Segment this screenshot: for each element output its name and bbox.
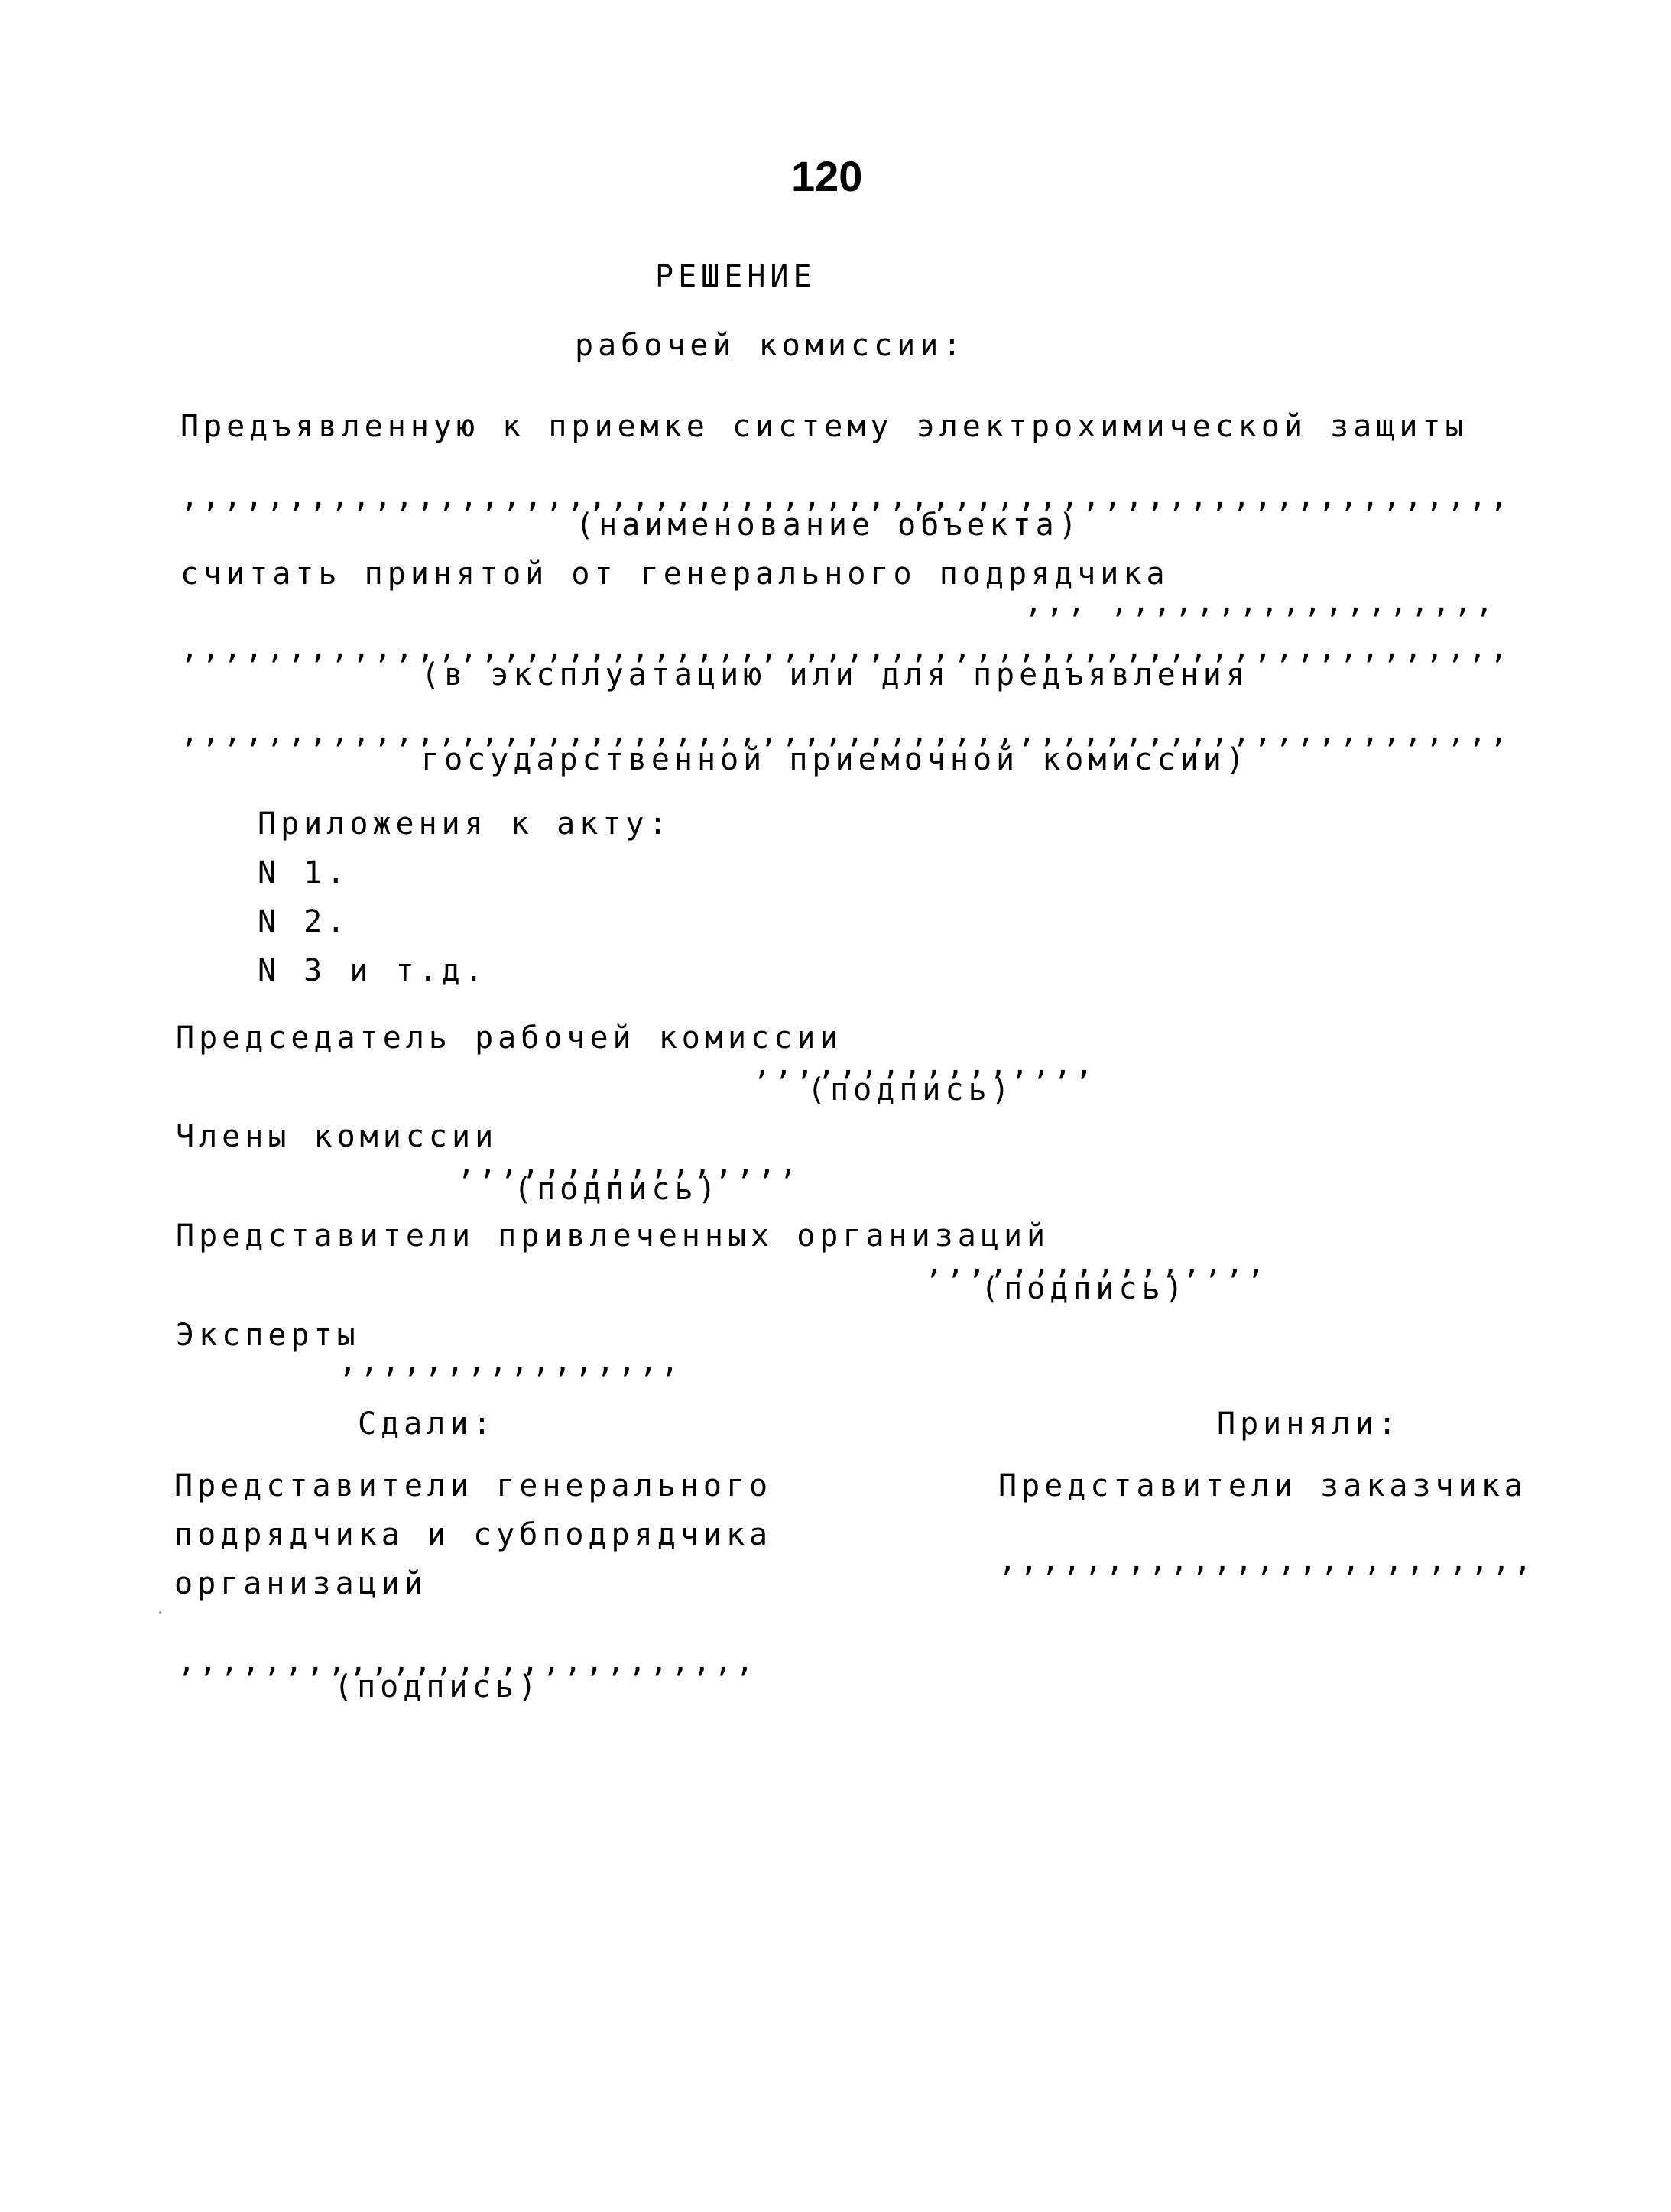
contractor-signature-caption: (подпись) <box>334 1669 541 1704</box>
object-name-fill-line: ,,,,,,,,,,,,,,,,,,,,,,,,,,,,,,,,,,,,,,,,,,,,,,,,,,,,,,,,,,,,,, <box>180 479 1512 514</box>
accept-line: считать принятой от генерального подрядчика <box>180 556 1170 592</box>
object-name-caption: (наименование объекта) <box>576 508 1082 543</box>
orgs-signature-line: ,,,,,,,,,,,,,,,, <box>925 1246 1269 1281</box>
orgs-label: Представители привлеченных организаций <box>176 1218 1050 1254</box>
page-number: 120 <box>791 152 863 200</box>
state-commission-fill-line: ,,,,,,,,,,,,,,,,,,,,,,,,,,,,,,,,,,,,,,,,,,,,,,,,,,,,,,,,,,,,,, <box>180 715 1512 750</box>
document-title: РЕШЕНИЕ <box>655 259 816 294</box>
contractor-signature-line: ,,,,,,,,,,,,,,,,,,,,,,,,,,, <box>177 1644 758 1679</box>
operation-caption: (в эксплуатацию или для предъявления <box>421 657 1249 692</box>
members-signature-caption: (подпись) <box>514 1172 721 1207</box>
appendix-item: N 1. <box>258 855 350 890</box>
chairman-label: Председатель рабочей комиссии <box>176 1020 843 1056</box>
experts-signature-line: ,,,,,,,,,,,,,,,, <box>339 1344 683 1380</box>
document-subtitle: рабочей комиссии: <box>575 328 966 363</box>
appendix-item: N 2. <box>258 904 350 939</box>
members-signature-line: ,,,,,,,,,,,,,,,, <box>457 1147 801 1182</box>
appendix-item: N 3 и т.д. <box>258 953 488 988</box>
chairman-signature-caption: (подпись) <box>807 1072 1014 1108</box>
customer-signature-line: ,,,,,,,,,,,,,,,,,,,,,,,,, <box>998 1543 1536 1578</box>
state-commission-caption: государственной приемочной комиссии) <box>421 742 1249 777</box>
handed-over-label: Сдали: <box>358 1406 496 1442</box>
members-label: Члены комиссии <box>176 1119 498 1154</box>
experts-label: Эксперты <box>176 1318 360 1353</box>
intro-line: Предъявленную к приемке систему электрохимической защиты <box>180 409 1468 444</box>
scan-speck <box>159 1611 161 1614</box>
contractor-fill-line: ,,, ,,,,,,,,,,,,,,,,,, <box>1024 585 1497 620</box>
contractor-reps-line2: подрядчика и субподрядчика <box>174 1517 773 1552</box>
appendix-title: Приложения к акту: <box>258 806 672 842</box>
chairman-signature-line: ,,,,,,,,,,,,,,,, <box>753 1047 1097 1082</box>
customer-reps-label: Представители заказчика <box>998 1468 1527 1503</box>
orgs-signature-caption: (подпись) <box>981 1271 1188 1306</box>
accepted-label: Приняли: <box>1217 1406 1401 1442</box>
contractor-reps-line3: организаций <box>174 1566 427 1601</box>
operation-fill-line: ,,,,,,,,,,,,,,,,,,,,,,,,,,,,,,,,,,,,,,,,,,,,,,,,,,,,,,,,,,,,,, <box>180 631 1512 666</box>
contractor-reps-line1: Представители генерального <box>174 1468 773 1503</box>
